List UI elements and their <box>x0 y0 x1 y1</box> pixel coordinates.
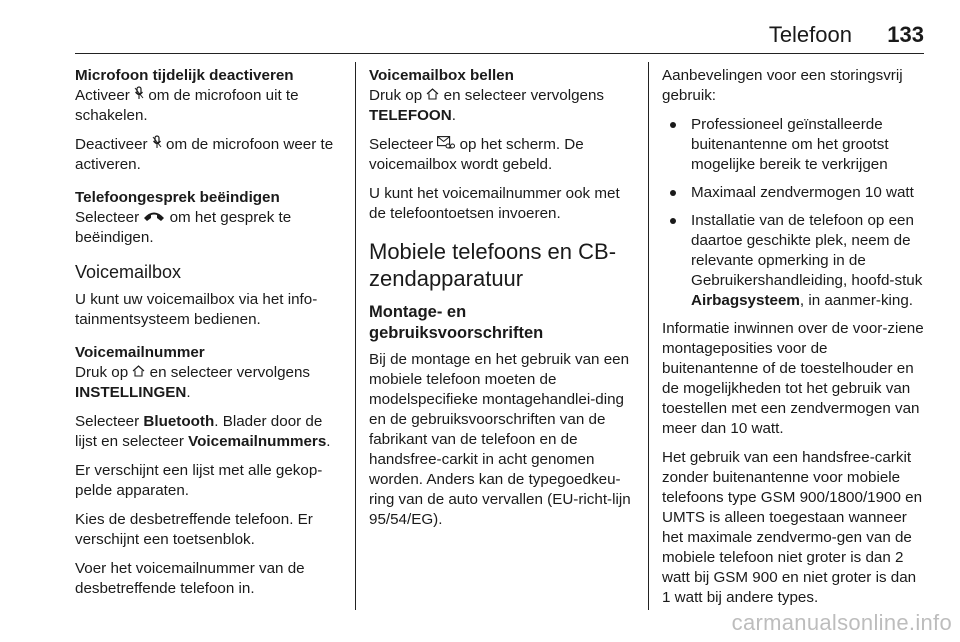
chapter-reference-airbag: Airbagsysteem <box>691 292 800 309</box>
text: om de microfoon uit te schakelen. <box>75 87 299 125</box>
voicemail-number-paragraph-1 <box>75 363 345 403</box>
voicemailbox-heading: Voicemailbox <box>75 262 182 283</box>
text: . <box>451 107 456 125</box>
home-icon <box>132 363 145 383</box>
info-paragraph: Informatie inwinnen over de voor-ziene montageposities voor de buitenantenne of de toestelhouder en de mogelijkheden tot het gebruik van toestellen met een zendvermogen van meer dan 10 watt. <box>662 320 924 437</box>
call-voicemail-paragraph-3: U kunt het voicemailnummer ook met de telefoontoetsen invoeren. <box>369 185 620 223</box>
watermark: carmanualsonline.info <box>731 610 952 635</box>
mic-paragraph-1 <box>75 86 345 126</box>
voicemail-number-paragraph-4: Kies de desbetreffende telefoon. Er verschijnt een toetsenblok. <box>75 511 313 549</box>
bullet-icon <box>670 218 676 224</box>
call-voicemail-paragraph-1 <box>369 86 635 126</box>
voicemail-number-paragraph-2 <box>75 412 345 452</box>
menu-label-bluetooth: Bluetooth <box>143 413 215 431</box>
hang-up-handset-icon <box>143 208 165 228</box>
text: . <box>186 384 191 402</box>
column-3 <box>662 66 927 617</box>
mounting-paragraph: Bij de montage en het gebruik van een mobiele telefoon moeten de modelspecifieke montagehandlei-ding en de gebruiksvoorschriften van de fabrikant van de telefoon en de handsfree-carkit in acht genomen worden. Anders kan de typegoedkeu-ring van de auto vervallen (EU-richt-lijn 95/54/EG). <box>369 351 631 529</box>
recommendations-intro: Aanbevelingen voor een storingsvrij gebruik: <box>662 67 903 104</box>
text: Deactiveer <box>75 136 152 154</box>
call-voicemail-heading: Voicemailbox bellen <box>369 67 514 84</box>
text: om de microfoon weer te activeren. <box>75 136 334 174</box>
handsfree-paragraph: Het gebruik van een handsfree-carkit zonder buitenantenne voor mobiele telefoons type GSM 900/1800/1900 en UMTS is alleen toegestaan wanneer het maximale zendvermo-gen van de mobiele telefoon niet groter is dan 2 watt bij GSM 900 en niet groter is dan 1 watt bij andere types. <box>662 449 923 606</box>
page-title: Telefoon <box>768 22 852 47</box>
microphone-icon <box>134 86 144 106</box>
voicemail-number-heading: Voicemailnummer <box>75 344 205 362</box>
text: Selecteer <box>369 136 438 154</box>
text: Professioneel geïnstalleerde buitenantenne om het grootst mogelijke bereik te verkrijgen <box>691 116 889 173</box>
voicemail-icon <box>437 135 455 155</box>
microphone-icon <box>152 135 162 155</box>
text: en selecteer vervolgens <box>145 364 311 382</box>
call-voicemail-paragraph-2 <box>369 135 635 175</box>
header-divider <box>75 53 924 54</box>
voicemail-number-paragraph-5: Voer het voicemailnummer van de desbetreffende telefoon in. <box>75 560 305 598</box>
text: Druk op <box>369 87 427 105</box>
mic-paragraph-2 <box>75 135 345 175</box>
end-call-heading: Telefoongesprek beëindigen <box>75 189 280 207</box>
mobile-phones-heading: Mobiele telefoons en CB-zendapparatuur <box>369 239 617 292</box>
column-1 <box>75 66 345 608</box>
end-call-paragraph <box>75 208 345 248</box>
recommendations-list <box>662 115 927 311</box>
text: Druk op <box>75 364 133 382</box>
column-divider-1 <box>355 62 356 610</box>
list-item <box>662 183 927 203</box>
page-header <box>0 0 960 54</box>
text: Selecteer <box>75 209 144 227</box>
text: en selecteer vervolgens <box>439 87 605 105</box>
page-number: 133 <box>887 22 924 47</box>
text: Installatie van de telefoon op een daartoe geschikte plek, neem de relevante opmerking in de Gebruikershandleiding, hoofd-stuk <box>691 212 923 289</box>
menu-label-voicemail-numbers: Voicemailnummers <box>188 433 327 451</box>
text: op het scherm. De voicemailbox wordt gebeld. <box>369 136 584 174</box>
list-item <box>662 115 927 175</box>
list-item <box>662 211 927 311</box>
menu-label-settings: INSTELLINGEN <box>75 384 187 402</box>
voicemailbox-paragraph: U kunt uw voicemailbox via het info-tainmentsysteem bedienen. <box>75 291 318 329</box>
column-divider-2 <box>648 62 649 610</box>
home-icon <box>426 86 439 106</box>
text: Selecteer <box>75 413 144 431</box>
text: . <box>326 433 331 451</box>
menu-label-telefoon: TELEFOON <box>369 107 452 125</box>
text: . Blader door de lijst en selecteer <box>75 413 323 451</box>
voicemail-number-paragraph-3: Er verschijnt een lijst met alle gekop-pelde apparaten. <box>75 462 323 500</box>
text: Maximaal zendvermogen 10 watt <box>691 184 914 201</box>
mounting-heading: Montage- en gebruiksvoorschriften <box>369 303 544 343</box>
column-2 <box>369 66 635 539</box>
text: , in aanmer-king. <box>799 292 914 309</box>
text: Activeer <box>75 87 135 105</box>
bullet-icon <box>670 122 676 128</box>
bullet-icon <box>670 190 676 196</box>
mic-heading: Microfoon tijdelijk deactiveren <box>75 67 294 84</box>
text: om het gesprek te beëindigen. <box>75 209 292 247</box>
